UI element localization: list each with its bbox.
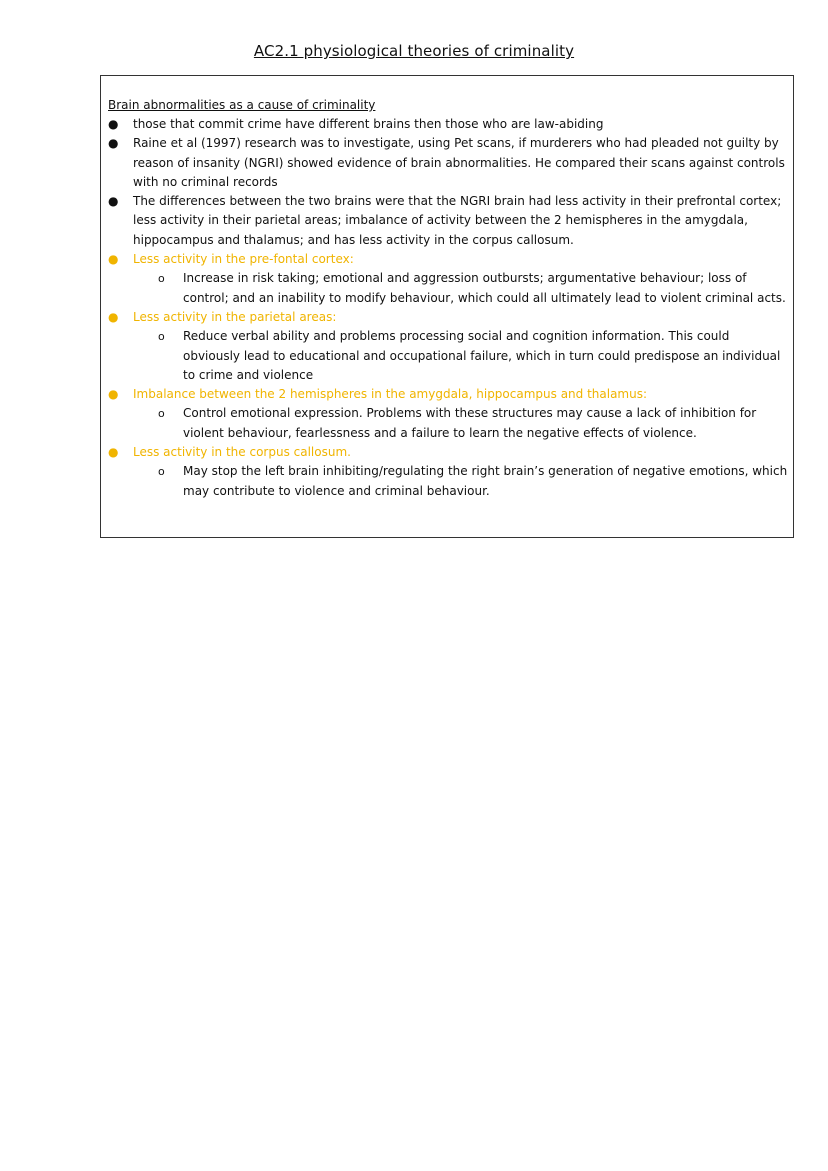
bullet-list: [108, 115, 790, 501]
effect-detail: May stop the left brain inhibiting/regulating the right brain’s generation of negative emotions, which may contribute to violence and criminal behaviour.: [183, 464, 788, 498]
bullet-icon: ●: [108, 136, 119, 151]
effect-heading-item: [108, 385, 790, 404]
sub-list-item: [108, 327, 790, 385]
effect-detail: Increase in risk taking; emotional and aggression outbursts; argumentative behaviour; loss of control; and an inability to modify behaviour, which could all ultimately lead to violent criminal acts.: [183, 271, 786, 305]
effect-detail: Reduce verbal ability and problems processing social and cognition information. This could obviously lead to educational and occupational failure, which in turn could predispose an individual to crime and violence: [183, 329, 781, 382]
effect-heading-item: [108, 250, 790, 269]
bullet-icon: ●: [108, 309, 119, 324]
hollow-bullet-icon: o: [158, 330, 165, 344]
bullet-icon: ●: [108, 445, 119, 460]
sub-list-item: [108, 269, 790, 308]
section-heading: Brain abnormalities as a cause of criminality: [108, 98, 376, 112]
bullet-icon: ●: [108, 387, 119, 402]
hollow-bullet-icon: o: [158, 407, 165, 421]
effect-heading: Imbalance between the 2 hemispheres in the amygdala, hippocampus and thalamus:: [133, 387, 648, 402]
effect-heading: Less activity in the corpus callosum.: [133, 445, 351, 460]
effect-heading: Less activity in the pre-fontal cortex:: [133, 252, 354, 267]
point-text: those that commit crime have different brains then those who are law-abiding: [133, 117, 604, 131]
page-title: AC2.1 physiological theories of criminality: [253, 42, 575, 60]
bullet-icon: ●: [108, 194, 119, 209]
effect-heading: Less activity in the parietal areas:: [133, 309, 337, 324]
hollow-bullet-icon: o: [158, 272, 165, 286]
effect-heading-item: [108, 308, 790, 327]
effect-heading-item: [108, 443, 790, 462]
list-item: [108, 192, 790, 250]
bullet-icon: ●: [108, 117, 119, 131]
sub-list-item: [108, 404, 790, 443]
sub-list-item: [108, 462, 790, 501]
hollow-bullet-icon: o: [158, 465, 165, 479]
list-item: [108, 115, 790, 134]
effect-detail: Control emotional expression. Problems with these structures may cause a lack of inhibition for violent behaviour, fearlessness and a failure to learn the negative effects of violence.: [183, 406, 757, 440]
list-item: [108, 134, 790, 192]
point-text: The differences between the two brains were that the NGRI brain had less activity in their prefrontal cortex; less activity in their parietal areas; imbalance of activity between the 2 hemispheres in the amygdala, hippocampus and thalamus; and has less activity in the corpus callosum.: [133, 194, 782, 247]
bullet-icon: ●: [108, 252, 119, 267]
point-text: Raine et al (1997) research was to investigate, using Pet scans, if murderers who had pleaded not guilty by reason of insanity (NGRI) showed evidence of brain abnormalities. He compared their scans against controls with no criminal records: [133, 136, 785, 189]
